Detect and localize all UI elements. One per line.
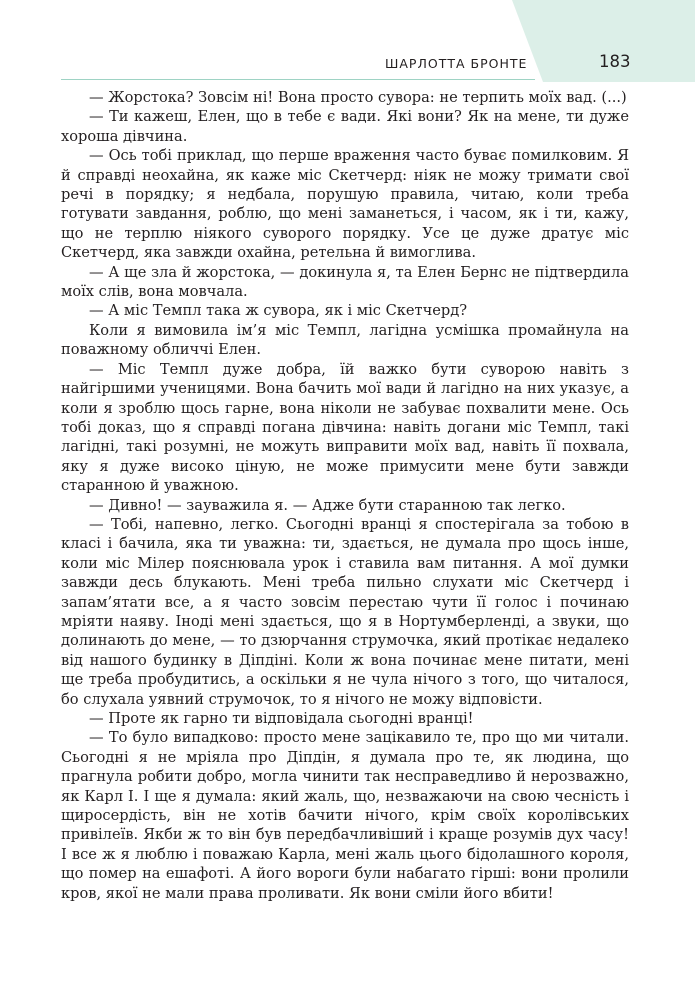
paragraph: — Проте як гарно ти відповідала сьогодні вранці! xyxy=(89,710,474,727)
paragraph: — Ти кажеш, Елен, що в тебе є вади. Які вони? Як на мене, ти дуже хороша дівчина. xyxy=(61,108,629,145)
paragraph: Коли я вимовила ім’я міс Темпл, лагідна усмішка промайнула на поважному обличчі Елен. xyxy=(61,321,629,359)
paragraph: — Дивно! — зауважила я. — Адже бути старанною так легко. xyxy=(89,496,566,514)
paragraph: — Ось тобі приклад, що перше враження часто буває помилковим. Я й справді неохайна, як каже міс Скетчерд: ніяк не можу тримати свої речі в порядку; я недбала, порушую правила, читаю, коли треба готувати завдання, роблю, що мені заманеться, і часом, як і ти, кажу, що не терплю ніякого суворого порядку. Усе це дуже дратує міс Скетчерд, яка завжди охайна, ретельна й вимоглива. xyxy=(61,147,629,262)
running-header xyxy=(0,52,695,76)
paragraph: — Тобі, напевно, легко. Сьогодні вранці я спостерігала за тобою в класі і бачила, яка ти уважна: ти, здається, не думала про щось інше, коли міс Мілер пояснювала урок і ставила вам питання. А мої думки завжди десь блукають. Мені треба пильно слухати міс Скетчерд і запам’ятати все, а я часто зовсім перестаю чути її голос і починаю мріяти наяву. Іноді мені здається, що я в Нортумберленді, а звуки, що долинають до мене, — то дзюрчання струмочка, який протікає недалеко від нашого будинку в Діпдіні. Коли ж вона починає мене питати, мені ще треба пробудитись, а оскільки я не чула нічого з того, що читалося, бо слухала уявний струмочок, то я нічого не можу відповісти. xyxy=(61,515,629,708)
header-rule xyxy=(61,79,535,80)
paragraph: — Міс Темпл дуже добра, їй важко бути суворою навіть з найгіршими ученицями. Вона бачить мої вади й лагідно на них указує, а коли я зроблю щось гарне, вона ніколи не забуває похвалити мене. Ось тобі доказ, що я справді погана дівчина: навіть догани міс Темпл, такі лагідні, такі розумні, не можуть виправити моїх вад, навіть її похвала, яку я дуже високо ціную, не може примусити мене бути завжди старанною й уважною. xyxy=(61,360,629,495)
paragraph: — А міс Темпл така ж сувора, як і міс Скетчерд? xyxy=(89,302,468,320)
paragraph: — Жорстока? Зовсім ні! Вона просто сувора: не терпить моїх вад. (...) xyxy=(89,89,627,106)
page-number: 183 xyxy=(599,52,631,71)
author-name: ШАРЛОТТА БРОНТЕ xyxy=(385,56,528,71)
text-body xyxy=(61,88,629,903)
paragraph: — А ще зла й жорстока, — докинула я, та Елен Бернс не підтвердила моїх слів, вона мовчала. xyxy=(61,263,629,301)
paragraph: — То було випадково: просто мене зацікавило те, про що ми читали. Сьогодні я не мріяла про Діпдін, я думала про те, як людина, що прагнула робити добро, могла чинити так несправедливо й нерозважно, як Карл I. І ще я думала: який жаль, що, незважаючи на свою чесність і щиросердість, він не хотів бачити нічого, крім своїх королівських привілеїв. Якби ж то він був передбачливіший і краще розумів дух часу! І все ж я люблю і поважаю Карла, мені жаль цього бідолашного короля, що помер на ешафоті. А його вороги були набагато гірші: вони пролили кров, якої не мали права проливати. Як вони сміли його вбити! xyxy=(61,729,629,902)
